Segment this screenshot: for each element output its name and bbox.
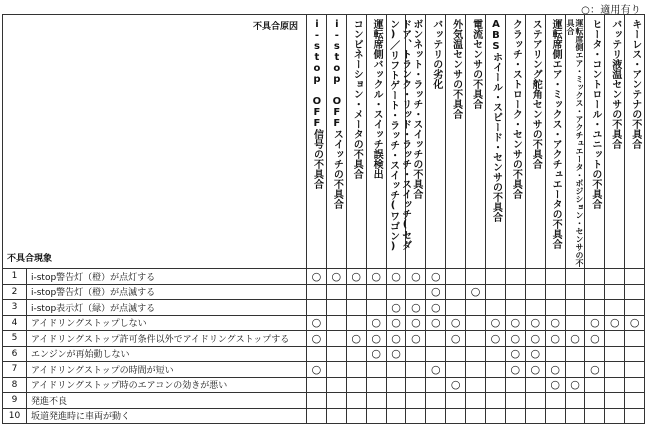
applicability-cell [366, 408, 386, 424]
applicability-cell [326, 377, 346, 393]
applicability-cell [605, 269, 625, 285]
row-number: 1 [3, 269, 27, 285]
applicability-cell [585, 346, 605, 362]
phenomenon-header-label: 不具合現象 [7, 254, 53, 264]
applicability-cell: ○ [446, 331, 466, 347]
applicability-cell [406, 393, 426, 409]
applicability-cell: ○ [525, 362, 545, 378]
applicability-cell [326, 331, 346, 347]
applicability-cell [525, 269, 545, 285]
applicability-cell [565, 408, 585, 424]
applicability-cell: ○ [545, 362, 565, 378]
applicability-cell: ○ [625, 315, 645, 331]
applicability-cell [466, 393, 486, 409]
applicability-cell: ○ [545, 315, 565, 331]
applicability-cell: ○ [307, 362, 327, 378]
applicability-cell [565, 362, 585, 378]
applicability-cell [605, 393, 625, 409]
phenomenon-cell: i-stop表示灯（緑）が点滅する [27, 300, 307, 316]
row-number: 5 [3, 331, 27, 347]
applicability-cell: ○ [326, 269, 346, 285]
cause-header-text: 運転席側バックル・スイッチ誤検出 [371, 19, 383, 179]
applicability-cell [426, 331, 446, 347]
applicability-cell [406, 284, 426, 300]
applicability-cell [486, 300, 506, 316]
applicability-cell [585, 377, 605, 393]
row-number: 2 [3, 284, 27, 300]
applicability-cell [386, 408, 406, 424]
applicability-cell [565, 284, 585, 300]
applicability-cell: ○ [486, 315, 506, 331]
applicability-cell: ○ [406, 315, 426, 331]
applicability-cell: ○ [505, 362, 525, 378]
applicability-cell: ○ [525, 331, 545, 347]
applicability-cell [346, 346, 366, 362]
applicability-cell [446, 408, 466, 424]
applicability-cell [605, 362, 625, 378]
applicability-cell [326, 393, 346, 409]
applicability-cell [307, 377, 327, 393]
row-number: 6 [3, 346, 27, 362]
applicability-cell [466, 377, 486, 393]
applicability-cell: ○ [426, 315, 446, 331]
applicability-cell [406, 408, 426, 424]
table-row [3, 331, 645, 347]
applicability-cell [406, 362, 426, 378]
applicability-cell [585, 300, 605, 316]
cause-header-text: ボンネット・ラッチ・スイッチの不具合 [410, 19, 422, 199]
applicability-cell [545, 408, 565, 424]
applicability-cell: ○ [585, 362, 605, 378]
applicability-cell [307, 393, 327, 409]
applicability-cell [486, 284, 506, 300]
applicability-cell [466, 315, 486, 331]
cause-header-text: 運転席側エア・ミックス・アクチュエータの不具合 [550, 19, 562, 249]
applicability-cell [605, 346, 625, 362]
row-number: 10 [3, 408, 27, 424]
applicability-cell: ○ [565, 377, 585, 393]
table-row [3, 300, 645, 316]
applicability-cell [625, 362, 645, 378]
table-row [3, 408, 645, 424]
phenomenon-cell: アイドリングストップの時間が短い [27, 362, 307, 378]
applicability-cell [346, 377, 366, 393]
applicability-cell [466, 346, 486, 362]
legend-symbol: ○ [581, 5, 590, 16]
cause-header [386, 15, 411, 269]
cause-header-text: ドア、トランク・リッド・ラッチ・スイッチ(セダン)／リフトゲート・ラッチ・スイッチ(ワゴン) [387, 19, 411, 252]
applicability-cell [525, 408, 545, 424]
cause-header-text: 運転席側エア・ミックス・アクチュエータ・ポジション・センサの不具合 [566, 19, 585, 267]
header-row [3, 15, 645, 269]
applicability-cell [625, 331, 645, 347]
phenomenon-cell: 発進不良 [27, 393, 307, 409]
phenomenon-cell: アイドリングストップ時のエアコンの効きが悪い [27, 377, 307, 393]
applicability-cell [346, 362, 366, 378]
table-row [3, 377, 645, 393]
applicability-cell [625, 346, 645, 362]
applicability-cell [386, 377, 406, 393]
applicability-cell: ○ [346, 269, 366, 285]
cause-header-text: バッテリの劣化 [430, 19, 442, 89]
applicability-cell [346, 393, 366, 409]
applicability-cell [605, 331, 625, 347]
cause-header [605, 15, 625, 269]
cause-header [565, 15, 585, 269]
applicability-cell [525, 300, 545, 316]
applicability-cell [486, 346, 506, 362]
cause-header-text: i-stop OFF信号の不具合 [311, 19, 323, 189]
applicability-cell: ○ [585, 315, 605, 331]
applicability-cell [386, 284, 406, 300]
applicability-cell [366, 300, 386, 316]
cause-header [307, 15, 327, 269]
cause-header-text: バッテリ液温センサの不具合 [609, 19, 621, 149]
applicability-cell [565, 300, 585, 316]
applicability-cell [545, 284, 565, 300]
applicability-cell: ○ [605, 315, 625, 331]
applicability-cell [565, 346, 585, 362]
applicability-cell: ○ [426, 269, 446, 285]
applicability-cell: ○ [307, 269, 327, 285]
legend-text: ：適用有り [590, 5, 641, 16]
cause-phenomenon-matrix [2, 14, 645, 424]
applicability-cell: ○ [366, 269, 386, 285]
applicability-cell [525, 284, 545, 300]
phenomenon-cell: アイドリングストップ許可条件以外でアイドリングストップする [27, 331, 307, 347]
applicability-cell [326, 362, 346, 378]
phenomenon-cell: 坂道発進時に車両が動く [27, 408, 307, 424]
applicability-cell [605, 377, 625, 393]
cause-header [446, 15, 466, 269]
applicability-cell [605, 284, 625, 300]
applicability-cell [366, 377, 386, 393]
applicability-cell [505, 408, 525, 424]
row-number: 7 [3, 362, 27, 378]
applicability-cell [565, 269, 585, 285]
cause-header [466, 15, 486, 269]
applicability-cell [545, 393, 565, 409]
applicability-cell: ○ [505, 331, 525, 347]
applicability-cell: ○ [386, 331, 406, 347]
applicability-cell [326, 408, 346, 424]
applicability-cell: ○ [486, 331, 506, 347]
applicability-cell: ○ [386, 300, 406, 316]
applicability-cell [585, 284, 605, 300]
applicability-cell [625, 377, 645, 393]
applicability-cell: ○ [525, 315, 545, 331]
cause-header-text: クラッチ・ストローク・センサの不具合 [510, 19, 522, 199]
cause-header-text: キーレス・アンテナの不具合 [629, 19, 641, 149]
applicability-cell [326, 284, 346, 300]
applicability-cell [466, 362, 486, 378]
applicability-cell [505, 300, 525, 316]
cause-header [366, 15, 386, 269]
applicability-cell [466, 300, 486, 316]
applicability-cell [406, 346, 426, 362]
applicability-cell: ○ [386, 346, 406, 362]
applicability-cell [625, 300, 645, 316]
applicability-cell [366, 393, 386, 409]
applicability-cell [585, 408, 605, 424]
row-number: 8 [3, 377, 27, 393]
applicability-cell [346, 408, 366, 424]
applicability-cell: ○ [307, 315, 327, 331]
applicability-cell [406, 377, 426, 393]
applicability-cell [505, 284, 525, 300]
applicability-cell [386, 393, 406, 409]
applicability-cell [486, 408, 506, 424]
applicability-cell [486, 269, 506, 285]
applicability-cell: ○ [426, 300, 446, 316]
cause-header [505, 15, 525, 269]
applicability-cell [625, 284, 645, 300]
applicability-cell: ○ [545, 331, 565, 347]
phenomenon-cell: アイドリングストップしない [27, 315, 307, 331]
cause-header [525, 15, 545, 269]
row-number: 3 [3, 300, 27, 316]
applicability-cell [326, 315, 346, 331]
applicability-cell [307, 408, 327, 424]
applicability-cell [346, 315, 366, 331]
applicability-cell [446, 269, 466, 285]
applicability-cell [426, 408, 446, 424]
applicability-cell [565, 315, 585, 331]
applicability-cell [326, 300, 346, 316]
applicability-cell [486, 377, 506, 393]
phenomenon-cell: i-stop警告灯（橙）が点灯する [27, 269, 307, 285]
applicability-cell [346, 300, 366, 316]
applicability-cell: ○ [307, 331, 327, 347]
table-row [3, 393, 645, 409]
cause-header-text: ABSホイール・スピード・センサの不具合 [490, 19, 502, 222]
header-corner [3, 15, 307, 269]
cause-header-text: i-stop OFFスイッチの不具合 [331, 19, 343, 209]
phenomenon-cell: i-stop警告灯（橙）が点滅する [27, 284, 307, 300]
applicability-cell [486, 393, 506, 409]
applicability-cell: ○ [366, 346, 386, 362]
applicability-cell: ○ [585, 331, 605, 347]
table-row [3, 284, 645, 300]
applicability-cell [326, 346, 346, 362]
applicability-cell [466, 331, 486, 347]
applicability-cell: ○ [366, 331, 386, 347]
row-number: 4 [3, 315, 27, 331]
applicability-cell [366, 362, 386, 378]
applicability-cell: ○ [466, 284, 486, 300]
cause-header-text: 電流センサの不具合 [470, 19, 482, 109]
phenomenon-cell: エンジンが再始動しない [27, 346, 307, 362]
applicability-cell: ○ [446, 315, 466, 331]
applicability-cell [505, 377, 525, 393]
applicability-cell [625, 408, 645, 424]
cause-header-text: コンビネーション・メータの不具合 [351, 19, 363, 179]
cause-header-text: ステアリング舵角センサの不具合 [530, 19, 542, 169]
applicability-cell [486, 362, 506, 378]
applicability-cell [565, 393, 585, 409]
applicability-cell [525, 377, 545, 393]
applicability-cell [505, 393, 525, 409]
applicability-cell [545, 300, 565, 316]
table-row [3, 346, 645, 362]
cause-header [486, 15, 506, 269]
applicability-cell [446, 346, 466, 362]
matrix-body [3, 269, 645, 424]
cause-header [326, 15, 346, 269]
applicability-cell [625, 269, 645, 285]
applicability-cell [545, 269, 565, 285]
applicability-cell [585, 269, 605, 285]
table-row [3, 315, 645, 331]
applicability-cell [386, 362, 406, 378]
applicability-cell: ○ [366, 315, 386, 331]
applicability-cell [426, 346, 446, 362]
applicability-cell [545, 346, 565, 362]
cause-header [426, 15, 446, 269]
applicability-cell [307, 284, 327, 300]
applicability-cell: ○ [505, 346, 525, 362]
applicability-cell: ○ [406, 331, 426, 347]
applicability-cell [307, 346, 327, 362]
cause-header [625, 15, 645, 269]
applicability-cell: ○ [386, 315, 406, 331]
applicability-cell [466, 269, 486, 285]
applicability-cell: ○ [406, 269, 426, 285]
applicability-cell: ○ [446, 377, 466, 393]
table-row [3, 269, 645, 285]
applicability-cell [366, 284, 386, 300]
applicability-cell [525, 393, 545, 409]
cause-header-label: 不具合原因 [252, 22, 298, 32]
applicability-cell [605, 300, 625, 316]
applicability-cell [505, 269, 525, 285]
applicability-cell: ○ [406, 300, 426, 316]
applicability-cell [426, 393, 446, 409]
table-row [3, 362, 645, 378]
applicability-cell [446, 284, 466, 300]
applicability-cell [446, 300, 466, 316]
applicability-cell [446, 362, 466, 378]
applicability-cell: ○ [505, 315, 525, 331]
applicability-cell [307, 300, 327, 316]
applicability-cell [346, 284, 366, 300]
cause-header [585, 15, 605, 269]
applicability-cell: ○ [386, 269, 406, 285]
applicability-cell: ○ [565, 331, 585, 347]
applicability-cell [446, 393, 466, 409]
applicability-cell [466, 408, 486, 424]
cause-header [346, 15, 366, 269]
applicability-cell [625, 393, 645, 409]
applicability-cell: ○ [525, 346, 545, 362]
applicability-cell [585, 393, 605, 409]
applicability-cell [605, 408, 625, 424]
applicability-cell: ○ [426, 362, 446, 378]
cause-header [545, 15, 565, 269]
applicability-cell [426, 377, 446, 393]
row-number: 9 [3, 393, 27, 409]
applicability-cell: ○ [346, 331, 366, 347]
applicability-cell: ○ [545, 377, 565, 393]
cause-header-text: 外気温センサの不具合 [450, 19, 462, 119]
cause-header-text: ヒータ・コントロール・ユニットの不具合 [589, 19, 601, 209]
applicability-cell: ○ [426, 284, 446, 300]
